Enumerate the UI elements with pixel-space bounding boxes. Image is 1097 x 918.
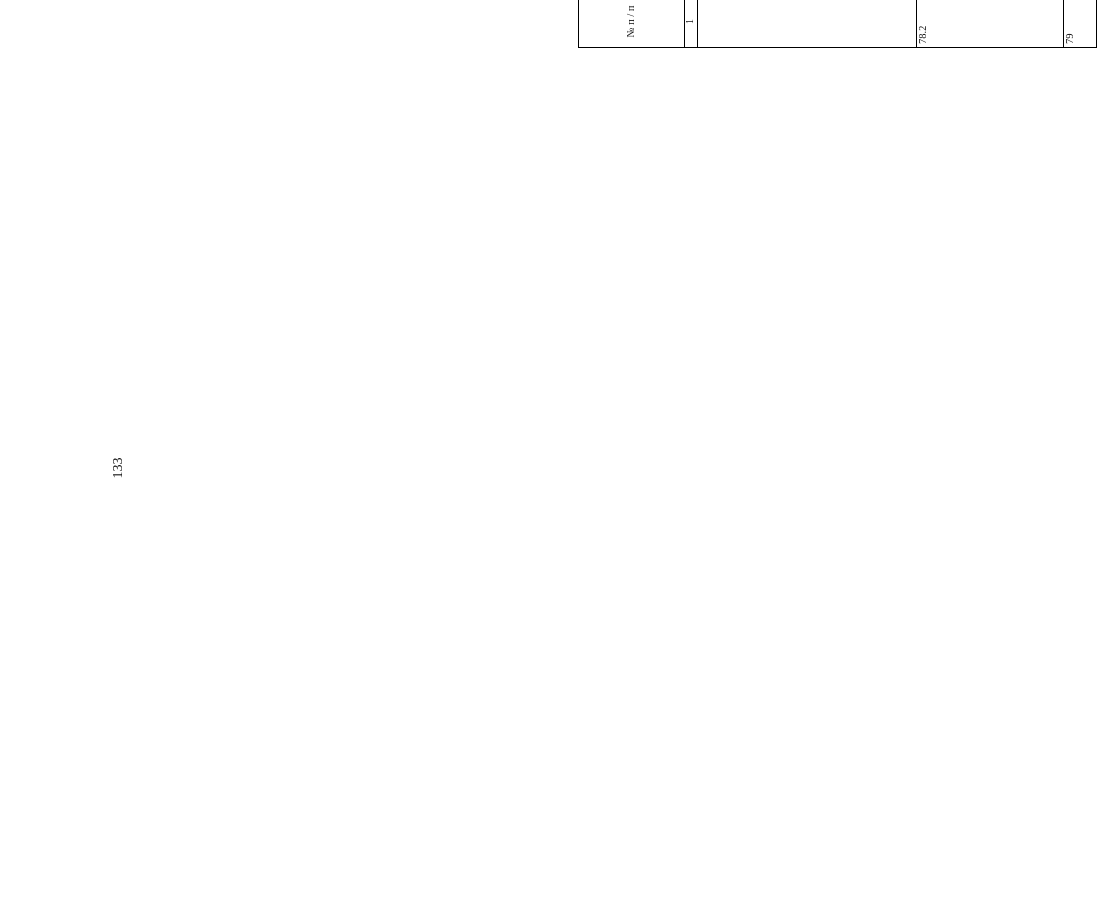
table-row — [1064, 0, 1097, 48]
col-number: 1 — [685, 0, 698, 48]
column-number-row — [685, 0, 698, 48]
page-number: 133 — [111, 457, 126, 479]
header-num: № п / п — [579, 0, 685, 48]
table-row — [917, 0, 1064, 48]
table-row — [698, 0, 917, 48]
cell-num: 79 — [1064, 0, 1097, 48]
cell-num — [698, 0, 917, 48]
header-row-1 — [579, 0, 634, 48]
document-table — [578, 0, 1097, 48]
rotated-table-container — [578, 0, 1076, 48]
cell-num: 78.2 — [917, 0, 1064, 48]
